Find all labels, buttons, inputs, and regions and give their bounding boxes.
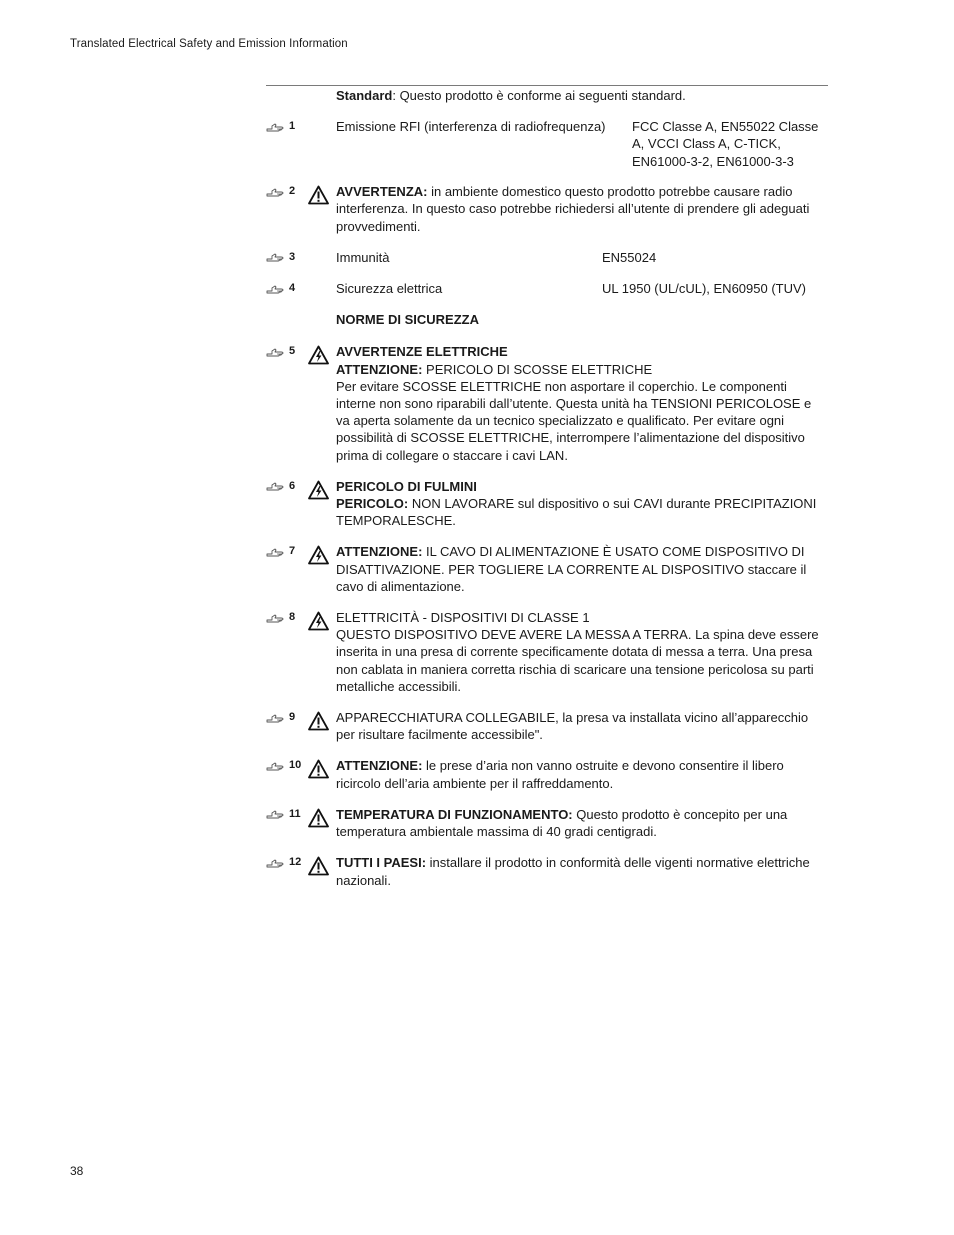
warning-triangle-icon	[308, 711, 329, 731]
item-marker	[266, 709, 295, 726]
item-number: 8	[289, 610, 296, 623]
item-marker	[266, 183, 295, 200]
pointing-hand-icon	[266, 122, 284, 132]
warning-triangle-icon	[308, 759, 329, 779]
item-number: 9	[289, 710, 296, 723]
section-title-text: NORME DI SICUREZZA	[336, 312, 479, 328]
item-number: 12	[289, 856, 302, 869]
item-marker	[266, 249, 295, 266]
warning-triangle-icon	[308, 185, 329, 205]
pointing-hand-icon	[266, 252, 284, 262]
item-number: 11	[289, 807, 301, 820]
safety-item-9	[266, 709, 828, 743]
item-marker	[266, 343, 295, 360]
safety-item-8	[266, 609, 828, 695]
warning-label: AVVERTENZA:	[336, 184, 428, 200]
row-label: Sicurezza elettrica	[336, 281, 443, 297]
item-number: 3	[289, 250, 296, 263]
row-label: Emissione RFI (interferenza di radiofrequenza)	[336, 119, 606, 135]
item-text: APPARECCHIATURA COLLEGABILE, la presa va installata vicino all’apparecchio per risultare facilmente accessibile".	[336, 710, 809, 743]
section-title	[266, 311, 828, 328]
item-title: ELETTRICITÀ - DISPOSITIVI DI CLASSE 1	[336, 610, 590, 626]
item-number: 5	[289, 345, 296, 358]
compliance-content	[266, 87, 828, 889]
page-number: 38	[70, 1164, 84, 1178]
item-lead: IL CAVO DI ALIMENTAZIONE È USATO COME DISPOSITIVO DI DISATTIVAZIONE. PER TOGLIERE LA CORRENTE AL DISPOSITIVO staccare il cavo di alimentazione.	[336, 544, 807, 594]
item-number: 7	[289, 545, 296, 558]
pointing-hand-icon	[266, 858, 284, 868]
warning-triangle-icon	[308, 856, 329, 876]
pointing-hand-icon	[266, 347, 284, 357]
item-number: 1	[289, 120, 296, 133]
warning-triangle-icon	[308, 808, 329, 828]
row-value: FCC Classe A, EN55022 Classe A, VCCI Class A, C-TICK, EN61000-3-2, EN61000-3-3	[632, 119, 819, 169]
row-value: UL 1950 (UL/cUL), EN60950 (TUV)	[602, 281, 806, 297]
pointing-hand-icon	[266, 613, 284, 623]
electric-hazard-icon	[308, 611, 329, 631]
electric-hazard-icon	[308, 480, 329, 500]
item-marker	[266, 543, 295, 560]
item-bold-label: ATTENZIONE:	[336, 758, 423, 774]
compliance-row-1	[266, 118, 828, 169]
compliance-row-4	[266, 280, 828, 297]
item-lead: installare il prodotto in conformità delle vigenti normative elettriche nazionali.	[336, 855, 810, 888]
safety-item-6	[266, 478, 828, 530]
pointing-hand-icon	[266, 761, 284, 771]
item-bold-label: TEMPERATURA DI FUNZIONAMENTO:	[336, 806, 573, 822]
item-marker	[266, 757, 301, 774]
pointing-hand-icon	[266, 187, 284, 197]
safety-item-7	[266, 543, 828, 595]
compliance-row-3	[266, 249, 828, 266]
header-rule	[266, 85, 828, 86]
item-bold-label: PERICOLO:	[336, 496, 409, 512]
item-number: 4	[289, 281, 296, 294]
standard-intro	[266, 87, 828, 104]
item-marker	[266, 280, 295, 297]
electric-hazard-icon	[308, 345, 329, 365]
item-bold-label: ATTENZIONE:	[336, 544, 423, 560]
warning-text: in ambiente domestico questo prodotto potrebbe causare radio interferenza. In questo caso potrebbe richiedersi all’utente di prendere gli adeguati provvedimenti.	[336, 184, 810, 234]
item-bold-label: ATTENZIONE:	[336, 361, 423, 377]
pointing-hand-icon	[266, 713, 284, 723]
item-lead: PERICOLO DI SCOSSE ELETTRICHE	[422, 361, 653, 377]
item-lead: Questo prodotto è concepito per una temperatura ambientale massima di 40 gradi centigradi.	[336, 806, 788, 840]
safety-item-5	[266, 343, 828, 463]
item-number: 2	[289, 185, 296, 198]
item-marker	[266, 478, 295, 495]
pointing-hand-icon	[266, 284, 284, 294]
pointing-hand-icon	[266, 481, 284, 491]
item-title: PERICOLO DI FULMINI	[336, 478, 477, 494]
item-text: Per evitare SCOSSE ELETTRICHE non asportare il coperchio. Le componenti interne non sono riparabili dall’utente. Questa unità ha TENSIONI PERICOLOSE e va aperta solamente da un tecnico specializzato e qualificato. Per evitare ogni possibilità di SCOSSE ELETTRICHE, interrompere l’alimentazione del dispositivo prima di collegare o staccare i cavi LAN.	[336, 378, 812, 463]
row-label: Immunità	[336, 249, 390, 265]
row-value: EN55024	[602, 249, 657, 265]
item-bold-label: TUTTI I PAESI:	[336, 855, 427, 871]
safety-item-11	[266, 806, 828, 840]
safety-item-12	[266, 854, 828, 888]
item-lead: le prese d’aria non vanno ostruite e devono consentire il libero ricircolo dell’aria ambiente per il raffreddamento.	[336, 758, 784, 791]
pointing-hand-icon	[266, 809, 284, 819]
item-lead: NON LAVORARE sul dispositivo o sui CAVI durante PRECIPITAZIONI TEMPORALESCHE.	[336, 496, 817, 529]
item-marker	[266, 609, 295, 626]
standard-text: : Questo prodotto è conforme ai seguenti standard.	[392, 88, 686, 103]
pointing-hand-icon	[266, 547, 284, 557]
item-number: 10	[289, 759, 302, 772]
item-marker	[266, 118, 295, 135]
safety-item-10	[266, 757, 828, 791]
standard-label: Standard	[336, 88, 393, 103]
item-number: 6	[289, 479, 296, 492]
compliance-row-2	[266, 183, 828, 235]
running-header: Translated Electrical Safety and Emission Information	[70, 38, 348, 50]
item-title: AVVERTENZE ELETTRICHE	[336, 344, 508, 360]
item-marker	[266, 854, 301, 871]
electric-hazard-icon	[308, 545, 329, 565]
item-marker	[266, 806, 301, 823]
item-text: QUESTO DISPOSITIVO DEVE AVERE LA MESSA A TERRA. La spina deve essere inserita in una presa di corrente specificamente dotata di messa a terra. Una presa non cablata in maniera corretta rischia di scaricare una tensione pericolosa su parti metalliche accessibili.	[336, 627, 819, 694]
